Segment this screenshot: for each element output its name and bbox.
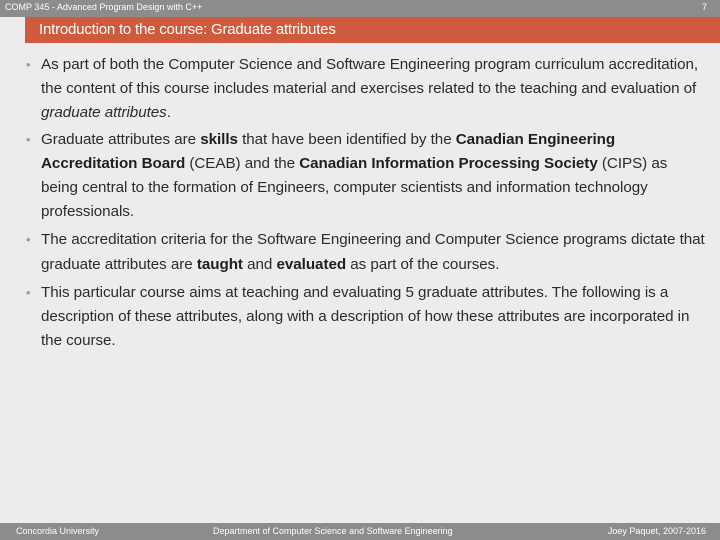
text: The accreditation criteria for the Software Engineering and Computer Science programs dictate that graduate attributes are xyxy=(41,231,705,273)
bullet-list xyxy=(26,53,706,353)
bullet-item xyxy=(26,128,706,225)
text: (CIPS) as being central to the formation of Engineers, computer scientists and information technology professionals. xyxy=(41,154,668,221)
text: that have been identified by the xyxy=(237,130,456,148)
text: (CEAB) and the xyxy=(185,154,300,172)
footer-department: Department of Computer Science and Software Engineering xyxy=(213,526,453,536)
footer-bar xyxy=(0,523,720,540)
bullet-marker: • xyxy=(26,232,31,248)
bullet-marker: • xyxy=(26,57,31,72)
bullet-item xyxy=(26,228,706,276)
bullet-item xyxy=(26,281,706,354)
slide-title: Introduction to the course: Graduate attributes xyxy=(39,21,336,38)
slide-number: 7 xyxy=(701,2,707,12)
course-name: COMP 345 - Advanced Program Design with C++ xyxy=(5,2,203,12)
text: This particular course aims at teaching and evaluating 5 graduate attributes. The following is a description of these attributes, along with a description of how these attributes are incorporated in the course. xyxy=(41,283,690,350)
bold-text: Canadian Engineering Accreditation Board xyxy=(41,130,616,172)
bold-text: evaluated xyxy=(276,255,347,273)
title-band xyxy=(25,17,720,43)
bullet-item xyxy=(26,53,706,126)
text: . xyxy=(166,104,171,122)
bullet-marker: • xyxy=(26,284,31,300)
text: Graduate attributes are xyxy=(41,130,201,148)
emphasis-text: graduate attributes xyxy=(41,104,167,122)
bold-text: Canadian Information Processing Society xyxy=(299,154,598,172)
text: as part of the courses. xyxy=(346,255,500,273)
text: and xyxy=(242,255,277,273)
header-bar xyxy=(0,0,720,17)
bullet-marker: • xyxy=(26,131,31,147)
text: As part of both the Computer Science and Software Engineering program curriculum accreditation, the content of this course includes material and exercises related to the teaching and evaluation of xyxy=(41,56,699,98)
bold-text: skills xyxy=(200,130,238,148)
footer-author: Joey Paquet, 2007-2016 xyxy=(607,526,706,536)
footer-university: Concordia University xyxy=(16,526,100,536)
bold-text: taught xyxy=(196,255,243,273)
